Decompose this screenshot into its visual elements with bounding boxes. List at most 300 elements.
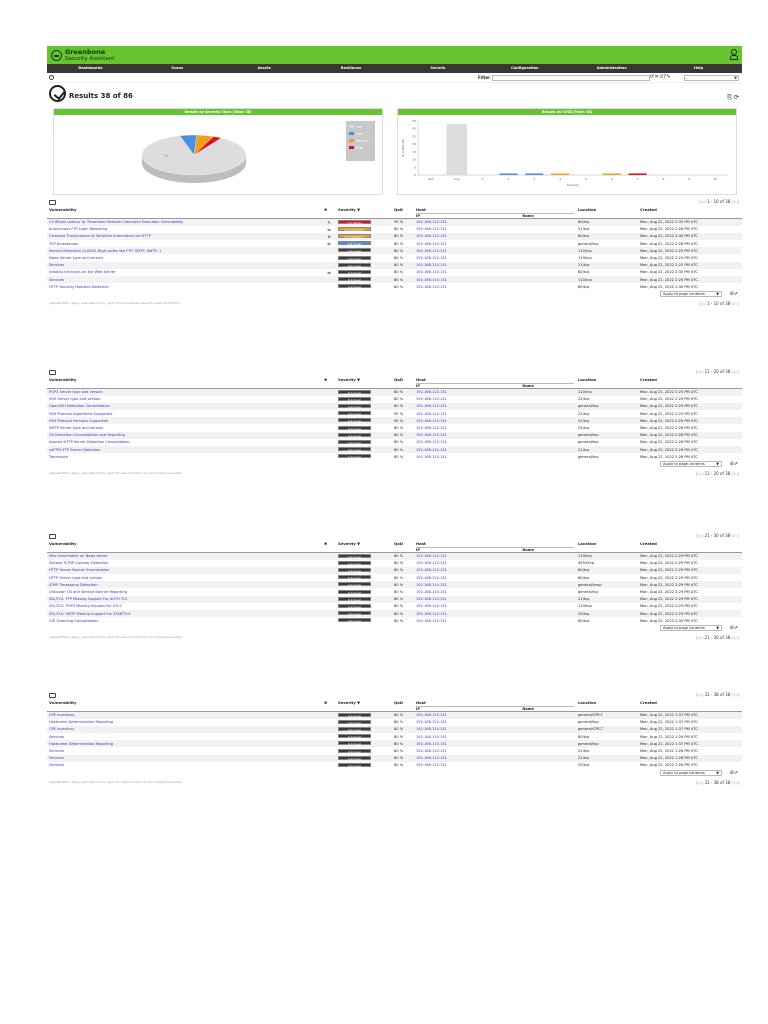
legend-label: Log — [356, 124, 362, 129]
edit-filter-icon[interactable]: ✎ — [666, 74, 671, 80]
table-row[interactable] — [47, 276, 742, 283]
host-ip-link[interactable]: 192.168.110.131 — [416, 582, 447, 587]
vulnerability-link[interactable]: Traceroute — [49, 454, 69, 459]
x-tick-label: Log — [454, 177, 460, 181]
applied-filter-text: (Applied filter: apply_overrides=0 min_qod=70 rows=10 first=21 sort-reverse=severity) — [49, 635, 182, 640]
col-vulnerability[interactable]: Vulnerability — [47, 541, 322, 553]
col-severity[interactable]: Severity ▼ — [336, 541, 392, 553]
refresh-filter-icon[interactable]: ⟳ — [650, 74, 655, 80]
solution-icon-cell — [322, 553, 336, 560]
location-value: general/tcp — [578, 241, 599, 246]
location-value: 21/tcp — [578, 447, 590, 452]
apply-to-label: Apply to page contents — [663, 626, 705, 631]
pie-group — [142, 135, 246, 183]
host-ip-link[interactable]: 192.168.110.131 — [416, 248, 447, 253]
folder-icon[interactable] — [49, 693, 56, 698]
table-row[interactable] — [47, 581, 742, 588]
host-ip-link[interactable]: 192.168.110.131 — [416, 220, 447, 225]
host-ip-link[interactable]: 192.168.110.131 — [416, 604, 447, 609]
location-value: 25/tcp — [578, 611, 590, 616]
col-vulnerability[interactable]: Vulnerability — [47, 377, 322, 389]
col-qod[interactable]: QoD — [392, 700, 414, 712]
col-created[interactable]: Created — [638, 700, 742, 712]
col-severity[interactable]: Severity ▼ — [336, 207, 392, 219]
location-value: 110/tcp — [578, 390, 592, 395]
vulnerability-link[interactable]: Apache HTTP Server Detection Consolidation — [49, 440, 130, 445]
export-icon[interactable]: ⎘ — [727, 94, 733, 101]
host-ip-link[interactable]: 192.168.110.131 — [416, 568, 447, 573]
main-nav — [47, 64, 742, 73]
nav-secinfo[interactable]: SecInfo — [430, 66, 446, 70]
col-ip[interactable]: IP — [416, 707, 420, 711]
host-label: Host — [416, 207, 426, 212]
vulnerability-link[interactable]: TCP timestamps — [49, 241, 79, 246]
location-value: general/tcp — [578, 590, 599, 595]
x-tick-label: 10 — [713, 177, 717, 181]
nav-dashboards[interactable]: Dashboards — [78, 66, 103, 70]
table-row[interactable] — [47, 417, 742, 424]
host-ip-link[interactable]: 192.168.110.131 — [416, 234, 447, 239]
next-page-icon[interactable]: ▷▷| — [730, 635, 739, 641]
table-row[interactable] — [47, 453, 742, 460]
first-page-icon[interactable]: |◁◁ — [695, 780, 705, 785]
table-row[interactable] — [47, 560, 742, 567]
table-row[interactable] — [47, 747, 742, 754]
solution-icon-cell — [322, 269, 336, 276]
nav-configuration[interactable]: Configuration — [510, 66, 539, 70]
col-location[interactable]: Location — [576, 377, 638, 389]
table-row[interactable] — [47, 439, 742, 446]
dropdown-arrow-icon: ▼ — [716, 626, 719, 631]
host-ip-link[interactable]: 192.168.110.131 — [416, 756, 447, 761]
severity-cell — [336, 262, 392, 269]
host-ip-link[interactable]: 192.168.110.131 — [416, 397, 447, 402]
host-ip-link[interactable]: 192.168.110.131 — [416, 611, 447, 616]
location-value: 80/tcp — [578, 284, 590, 289]
dropdown-arrow-icon: ▼ — [716, 292, 719, 297]
user-icon[interactable] — [730, 49, 737, 60]
vulnerability-link[interactable]: Services — [49, 734, 65, 739]
host-subheaders — [416, 383, 574, 388]
table-row[interactable] — [47, 762, 742, 769]
table-row[interactable] — [47, 712, 742, 719]
bar-3[interactable] — [525, 173, 543, 175]
qod-value: 80 % — [394, 568, 404, 573]
severity-cell — [336, 219, 392, 226]
vulnerability-link[interactable]: Unknown OS and Service Banner Reporting — [49, 590, 127, 595]
bar-6[interactable] — [603, 173, 621, 175]
severity-cell — [336, 588, 392, 595]
solution-icon-cell — [322, 432, 336, 439]
host-ip-link[interactable]: 192.168.110.131 — [416, 454, 447, 459]
vulnerability-link[interactable]: CPE Inventory — [49, 713, 75, 718]
host-subheaders — [416, 213, 574, 218]
col-created[interactable]: Created — [638, 207, 742, 219]
vulnerability-link[interactable]: Services — [49, 756, 65, 761]
vulnerability-link[interactable]: Services — [49, 263, 65, 268]
col-severity[interactable]: Severity ▼ — [336, 700, 392, 712]
table-row[interactable] — [47, 617, 742, 624]
host-label: Host — [416, 377, 426, 382]
nav-scans[interactable]: Scans — [171, 66, 184, 70]
next-page-icon[interactable]: ▷▷| — [730, 471, 739, 477]
col-qod[interactable]: QoD — [392, 541, 414, 553]
filter-input[interactable] — [492, 75, 650, 81]
filter-bar — [47, 73, 742, 83]
severity-cell — [336, 269, 392, 276]
col-name[interactable]: Name — [522, 384, 534, 388]
created-value: Mon, Aug 22, 2022 2:29 PM UTC — [640, 611, 698, 616]
qod-value: 80 % — [394, 256, 404, 261]
host-ip-link[interactable]: 192.168.110.131 — [416, 404, 447, 409]
vulnerability-link[interactable]: SMTP Server type and version — [49, 426, 104, 431]
table-row[interactable] — [47, 269, 742, 276]
col-location[interactable]: Location — [576, 541, 638, 553]
solution-type-icon: ✎ — [327, 219, 331, 225]
pagination-bottom — [698, 301, 739, 306]
pagination — [696, 692, 739, 697]
vulnerability-link[interactable]: POP3 Server type and version — [49, 390, 103, 395]
col-name[interactable]: Name — [522, 214, 534, 218]
severity-bar: 0.0 (Log) — [338, 447, 371, 451]
tag-icon[interactable]: ⊘ — [729, 625, 734, 632]
host-ip-link[interactable]: 192.168.110.131 — [416, 561, 447, 566]
host-ip-link[interactable]: 192.168.110.131 — [416, 447, 447, 452]
table-row[interactable] — [47, 719, 742, 726]
qod-value: 80 % — [394, 604, 404, 609]
severity-bar: 0.0 (Log) — [338, 749, 371, 753]
host-ip-link[interactable]: 192.168.110.131 — [416, 227, 447, 232]
severity-bar: 0.0 (Log) — [338, 277, 371, 281]
severity-cell — [336, 567, 392, 574]
created-value: Mon, Aug 22, 2022 2:29 PM UTC — [640, 568, 698, 573]
next-page-icon[interactable]: ▷▷| — [730, 780, 739, 785]
table-row[interactable] — [47, 553, 742, 560]
severity-cell — [336, 603, 392, 610]
next-page-icon[interactable]: ▷▷| — [730, 199, 739, 204]
clear-filter-icon[interactable]: ✕ — [654, 74, 659, 80]
table-row[interactable] — [47, 740, 742, 747]
first-page-icon[interactable]: |◁◁ — [698, 199, 708, 204]
host-ip-link[interactable]: 192.168.110.131 — [416, 263, 447, 268]
solution-icon-cell — [322, 560, 336, 567]
location-value: 22/tcp — [578, 749, 590, 754]
nav-help[interactable]: Help — [693, 66, 704, 70]
col-created[interactable]: Created — [638, 377, 742, 389]
vulnerability-link[interactable]: Cleartext Transmission of Sensitive Information via HTTP — [49, 234, 151, 239]
filter-label: Filter — [478, 75, 491, 80]
created-value: Mon, Aug 22, 2022 2:30 PM UTC — [640, 284, 698, 289]
pager-text: 1 - 10 of 38 — [707, 301, 731, 307]
help-filter-icon[interactable]: ? — [663, 74, 667, 80]
folder-icon[interactable] — [49, 534, 56, 539]
qod-value: 80 % — [394, 597, 404, 602]
vulnerability-link[interactable]: robot(s).txt exists on the Web Server — [49, 270, 116, 275]
next-page-icon[interactable]: ▷▷| — [730, 369, 739, 374]
table-top-bar — [47, 690, 742, 700]
next-page-icon[interactable]: ▷▷| — [730, 301, 739, 307]
dropdown-arrow-icon: ▼ — [716, 462, 719, 467]
solution-icon-cell — [322, 247, 336, 254]
host-ip-link[interactable]: 192.168.110.131 — [416, 554, 447, 559]
table-row[interactable] — [47, 283, 742, 290]
col-solution-type — [322, 541, 336, 553]
host-ip-link[interactable]: 192.168.110.131 — [416, 597, 447, 602]
location-value: 80/tcp — [578, 568, 590, 573]
col-created[interactable]: Created — [638, 541, 742, 553]
reload-icon[interactable]: ⟳ — [733, 94, 739, 101]
location-value: 80/tcp — [578, 734, 590, 739]
vulnerability-link[interactable]: Hostname Determination Reporting — [49, 741, 114, 746]
tag-icon[interactable]: ⊘ — [729, 291, 734, 298]
table-row[interactable] — [47, 254, 742, 261]
table-row[interactable] — [47, 262, 742, 269]
pager-text: 31 - 38 of 38 — [704, 780, 731, 785]
severity-bar: 0.0 (Log) — [338, 720, 371, 724]
table-row[interactable] — [47, 424, 742, 431]
vulnerability-link[interactable]: SSL/TLS: FTP Missing Support For AUTH TLS — [49, 597, 128, 602]
table-top-bar — [47, 531, 742, 541]
host-ip-link[interactable]: 192.168.110.131 — [416, 727, 447, 732]
table-row[interactable] — [47, 567, 742, 574]
vulnerability-link[interactable]: Services — [49, 763, 65, 768]
vulnerability-link[interactable]: CGI Scanning Consolidation — [49, 618, 99, 623]
host-ip-link[interactable]: 192.168.110.131 — [416, 720, 447, 725]
nav-resilience[interactable]: Resilience — [340, 66, 362, 70]
created-value: Mon, Aug 22, 2022 2:26 PM UTC — [640, 426, 698, 431]
table-row[interactable] — [47, 403, 742, 410]
created-value: Mon, Aug 22, 2022 2:25 PM UTC — [640, 390, 698, 395]
host-ip-link[interactable]: 192.168.110.131 — [416, 390, 447, 395]
export-icon[interactable]: ⇗ — [733, 461, 738, 468]
folder-icon[interactable] — [49, 370, 56, 375]
location-value: 80/tcp — [578, 575, 590, 580]
host-ip-link[interactable]: 192.168.110.131 — [416, 284, 447, 289]
vulnerability-link[interactable]: Misc information on News server — [49, 554, 108, 559]
vulnerability-link[interactable]: Sybase TCP/IP Listener Detection — [49, 561, 109, 566]
created-value: Mon, Aug 22, 2022 2:25 PM UTC — [640, 248, 698, 253]
table-row[interactable] — [47, 574, 742, 581]
vulnerability-link[interactable]: SSH Server type and version — [49, 397, 101, 402]
tag-icon[interactable]: ⊘ — [729, 770, 734, 776]
host-ip-link[interactable]: 192.168.110.131 — [416, 763, 447, 768]
table-row[interactable] — [47, 389, 742, 396]
created-value: Mon, Aug 22, 2022 1:26 PM UTC — [640, 749, 698, 754]
location-value: general/tcp — [578, 440, 599, 445]
host-ip-link[interactable]: 192.168.110.131 — [416, 749, 447, 754]
legend-swatch — [349, 132, 354, 135]
created-value: Mon, Aug 22, 2022 1:37 PM UTC — [640, 720, 698, 725]
host-ip-link[interactable]: 192.168.110.131 — [416, 713, 447, 718]
severity-bar: 0.0 (Log) — [338, 390, 371, 394]
col-location[interactable]: Location — [576, 700, 638, 712]
solution-type-icon: ⇆ — [327, 226, 331, 232]
first-page-icon[interactable]: |◁◁ — [695, 369, 705, 374]
qod-value: 80 % — [394, 241, 404, 246]
vulnerability-link[interactable]: OpenSSH Detection Consolidation — [49, 404, 111, 409]
table-row[interactable] — [47, 596, 742, 603]
next-page-icon[interactable]: ▷▷| — [730, 692, 739, 697]
table-row[interactable] — [47, 733, 742, 740]
col-ip[interactable]: IP — [416, 214, 420, 218]
vulnerability-link[interactable]: SSH Protocol Versions Supported — [49, 418, 108, 423]
table-row[interactable] — [47, 588, 742, 595]
table-header-row — [47, 377, 742, 389]
export-icon[interactable]: ⇗ — [733, 625, 738, 632]
apply-to-select[interactable] — [660, 770, 722, 776]
vulnerability-link[interactable]: Anonymous FTP Login Reporting — [49, 227, 108, 232]
host-ip-link[interactable]: 192.168.110.131 — [416, 241, 447, 246]
table-row[interactable] — [47, 446, 742, 453]
table-row[interactable] — [47, 226, 742, 233]
export-icon[interactable]: ⇗ — [733, 291, 738, 298]
col-solution-type — [322, 377, 336, 389]
col-vulnerability[interactable]: Vulnerability — [47, 700, 322, 712]
host-ip-link[interactable]: 192.168.110.131 — [416, 741, 447, 746]
solution-icon-cell — [322, 219, 336, 226]
table-row[interactable] — [47, 247, 742, 254]
table-row[interactable] — [47, 396, 742, 403]
first-page-icon[interactable]: |◁◁ — [695, 635, 705, 641]
export-icon[interactable]: ⇗ — [733, 770, 738, 776]
table-row[interactable] — [47, 240, 742, 247]
vulnerability-link[interactable]: vsFTPd FTP Server Detection — [49, 447, 101, 452]
pager-text: 31 - 38 of 38 — [704, 692, 731, 697]
apply-to-select[interactable] — [660, 461, 722, 467]
host-ip-link[interactable]: 192.168.110.131 — [416, 433, 447, 438]
location-value: 22/tcp — [578, 411, 590, 416]
vulnerability-link[interactable]: HTTP Security Headers Detection — [49, 284, 109, 289]
severity-bar: 6.4 (Medium) — [338, 227, 371, 231]
created-value: Mon, Aug 22, 2022 2:29 PM UTC — [640, 554, 698, 559]
tag-icon[interactable]: ⊘ — [729, 461, 734, 468]
host-ip-link[interactable]: 192.168.110.131 — [416, 618, 447, 623]
severity-bar: 0.0 (Log) — [338, 284, 371, 288]
col-name[interactable]: Name — [522, 707, 534, 711]
x-tick-label: 8 — [662, 177, 665, 181]
qod-value: 80 % — [394, 404, 404, 409]
nav-administration[interactable]: Administration — [596, 66, 627, 70]
folder-icon[interactable] — [49, 200, 56, 205]
bar-2[interactable] — [499, 173, 517, 175]
filter-select[interactable]: -- ▼ — [684, 75, 739, 81]
host-ip-link[interactable]: 192.168.110.131 — [416, 426, 447, 431]
location-value: general/tcp — [578, 433, 599, 438]
bar-group — [401, 119, 728, 187]
vulnerability-link[interactable]: CPE Inventory — [49, 727, 75, 732]
vulnerability-link[interactable]: HTTP Server Banner Enumeration — [49, 568, 110, 573]
greenbone-logo-icon[interactable] — [51, 50, 62, 61]
severity-bar: 0.0 (Log) — [338, 568, 371, 572]
x-tick-label: 3 — [533, 177, 536, 181]
severity-cell — [336, 283, 392, 290]
solution-icon-cell — [322, 439, 336, 446]
host-ip-link[interactable]: 192.168.110.131 — [416, 734, 447, 739]
col-ip[interactable]: IP — [416, 548, 420, 552]
col-ip[interactable]: IP — [416, 384, 420, 388]
created-value: Mon, Aug 22, 2022 2:29 PM UTC — [640, 582, 698, 587]
help-icon[interactable] — [49, 75, 54, 80]
col-name[interactable]: Name — [522, 548, 534, 552]
first-page-icon[interactable]: |◁◁ — [695, 533, 705, 538]
solution-icon-cell — [322, 726, 336, 733]
host-ip-link[interactable]: 192.168.110.131 — [416, 277, 447, 282]
col-qod[interactable]: QoD — [392, 377, 414, 389]
col-qod[interactable]: QoD — [392, 207, 414, 219]
qod-value: 95 % — [394, 411, 404, 416]
vulnerability-link[interactable]: SSL/TLS: POP3 Missing Support For STLS — [49, 604, 122, 609]
vulnerability-link[interactable]: Services — [49, 277, 65, 282]
first-page-icon[interactable]: |◁◁ — [695, 692, 705, 697]
apply-to-select[interactable] — [660, 291, 722, 297]
vulnerability-link[interactable]: Hostname Determination Reporting — [49, 720, 114, 725]
col-location[interactable]: Location — [576, 207, 638, 219]
host-ip-link[interactable]: 192.168.110.131 — [416, 418, 447, 423]
host-ip-link[interactable]: 192.168.110.131 — [416, 411, 447, 416]
vulnerability-link[interactable]: HTTP Server type and version — [49, 575, 103, 580]
first-page-icon[interactable]: |◁◁ — [695, 471, 705, 477]
table-row[interactable] — [47, 755, 742, 762]
legend-item-medium — [349, 137, 372, 144]
vulnerability-link[interactable]: SSH Protocol Algorithms Supported — [49, 411, 113, 416]
vulnerability-link[interactable]: SSL/TLS: SMTP Missing Support For STARTTLS — [49, 611, 131, 616]
severity-bar: 0.0 (Log) — [338, 411, 371, 415]
table-row[interactable] — [47, 726, 742, 733]
table-row[interactable] — [47, 410, 742, 417]
col-vulnerability[interactable]: Vulnerability — [47, 207, 322, 219]
apply-to-select[interactable] — [660, 625, 722, 631]
qod-value: 80 % — [394, 248, 404, 253]
table-row[interactable] — [47, 219, 742, 226]
nav-assets[interactable]: Assets — [257, 66, 271, 70]
host-ip-link[interactable]: 192.168.110.131 — [416, 575, 447, 580]
next-page-icon[interactable]: ▷▷| — [730, 533, 739, 538]
qod-value: 80 % — [394, 561, 404, 566]
bar-log[interactable] — [446, 124, 467, 175]
table-row[interactable] — [47, 432, 742, 439]
host-ip-link[interactable]: 192.168.110.131 — [416, 590, 447, 595]
vulnerability-link[interactable]: Service Detection (3-ASCII-Digit codes like FTP, SMTP, NNTP...) — [49, 248, 161, 253]
table-row[interactable] — [47, 610, 742, 617]
solution-icon-cell — [322, 226, 336, 233]
vulnerability-link[interactable]: CS Whois Lookup 'ip' Parameter Remote Command Execution Vulnerability — [49, 220, 184, 225]
vulnerability-link[interactable]: News Server type and version — [49, 256, 104, 261]
vulnerability-link[interactable]: Services — [49, 749, 65, 754]
host-ip-link[interactable]: 192.168.110.131 — [416, 256, 447, 261]
x-axis-label: Severity — [566, 183, 580, 187]
table-row[interactable] — [47, 603, 742, 610]
created-value: Mon, Aug 22, 2022 2:28 PM UTC — [640, 241, 698, 246]
qod-value: 80 % — [394, 440, 404, 445]
bar-4[interactable] — [551, 173, 569, 175]
vulnerability-link[interactable]: OS Detection Consolidation and Reporting — [49, 433, 125, 438]
y-tick-label: 30 — [412, 126, 416, 131]
solution-icon-cell — [322, 283, 336, 290]
col-severity[interactable]: Severity ▼ — [336, 377, 392, 389]
table-row[interactable] — [47, 233, 742, 240]
host-ip-link[interactable]: 192.168.110.131 — [416, 270, 447, 275]
legend-swatch — [349, 146, 354, 149]
reset-filter-icon[interactable]: ↺ — [659, 74, 664, 80]
first-page-icon[interactable]: |◁◁ — [698, 301, 708, 307]
host-ip-link[interactable]: 192.168.110.131 — [416, 440, 447, 445]
y-tick-label: 15 — [412, 149, 416, 154]
vulnerability-link[interactable]: ICMP Timestamp Detection — [49, 582, 98, 587]
solution-icon-cell — [322, 596, 336, 603]
table-header-row — [47, 207, 742, 219]
bar-7[interactable] — [629, 173, 647, 175]
bulk-action-icons — [730, 625, 738, 631]
